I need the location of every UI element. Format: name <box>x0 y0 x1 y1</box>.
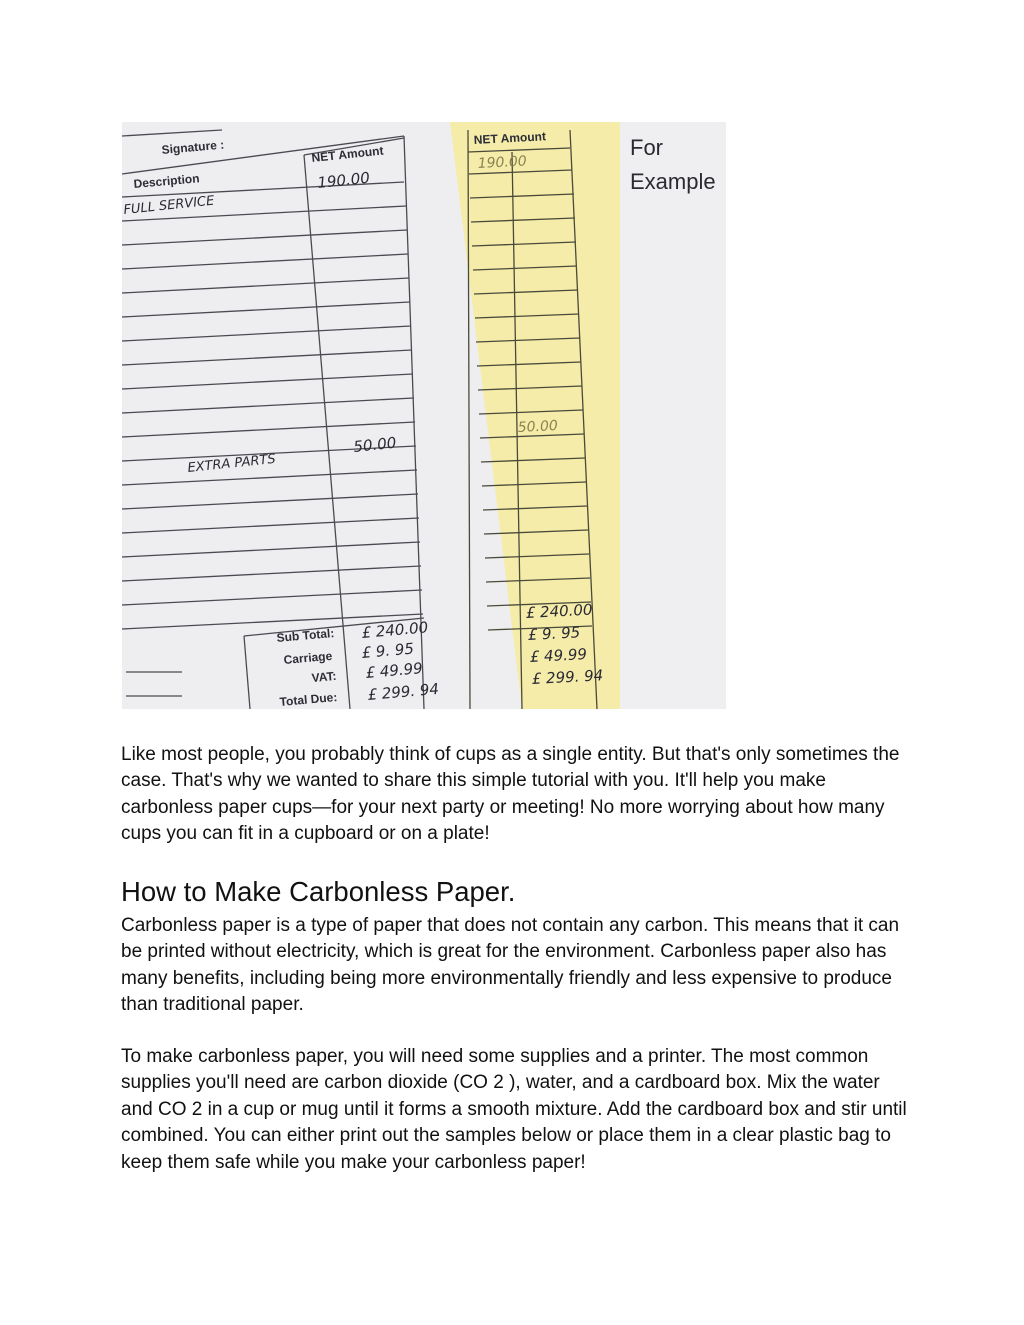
signature-label: Signature : <box>161 137 225 157</box>
total-value: £ 299. 94 <box>366 679 440 704</box>
yellow-row1-amount: 190.00 <box>477 153 528 172</box>
yellow-net-amount-header: NET Amount <box>473 129 547 147</box>
subtotal-value: £ 240.00 <box>360 618 429 642</box>
invoice-illustration <box>122 122 726 709</box>
vat-value: £ 49.99 <box>364 659 424 682</box>
intro-paragraph: Like most people, you probably think of cups as a single entity. But that's only sometimes the case. That's why we wanted to share this simple tutorial with you. It'll help you make carbonless paper cups—for your next party or meeting! No more worrying about how many cups you can fit in a cupboard or on a plate! <box>121 744 900 845</box>
caption-example: Example <box>630 169 716 194</box>
carriage-value: £ 9. 95 <box>360 639 415 662</box>
vat-label: VAT: <box>311 668 338 685</box>
subtotal-label: Sub Total: <box>276 626 335 645</box>
yellow-row2-amount: 50.00 <box>517 417 559 436</box>
yellow-carriage-value: £ 9. 95 <box>527 623 581 644</box>
yellow-vat-value: £ 49.99 <box>529 645 588 666</box>
caption-for: For <box>630 135 663 160</box>
row2-description: EXTRA PARTS <box>186 451 277 476</box>
row1-amount: 190.00 <box>316 168 371 192</box>
section-paragraph-2: To make carbonless paper, you will need some supplies and a printer. The most common supplies you'll need are carbon dioxide (CO 2 ), water, and a cardboard box. Mix the water and CO 2 in a cup or mug until it forms a smooth mixture. Add the cardboard box and stir until combined. You can either print out the samples below or place them in a clear plastic bag to keep them safe while you make your carbonless paper! <box>121 1046 907 1173</box>
row1-description: FULL SERVICE <box>122 193 216 218</box>
invoice-photo <box>122 122 726 709</box>
yellow-subtotal-value: £ 240.00 <box>525 600 593 622</box>
section-heading: How to Make Carbonless Paper. <box>121 876 516 907</box>
carriage-label: Carriage <box>283 648 333 667</box>
net-amount-header: NET Amount <box>310 143 385 165</box>
row2-amount: 50.00 <box>352 433 398 456</box>
yellow-total-value: £ 299. 94 <box>531 666 604 688</box>
total-label: Total Due: <box>279 690 338 709</box>
section-paragraph-1: Carbonless paper is a type of paper that does not contain any carbon. This means that it can be printed without electricity, which is great for the environment. Carbonless paper also has many benefits, including being more environmentally friendly and less expensive to produce than traditional paper. <box>121 915 900 1016</box>
description-header: Description <box>133 171 201 191</box>
